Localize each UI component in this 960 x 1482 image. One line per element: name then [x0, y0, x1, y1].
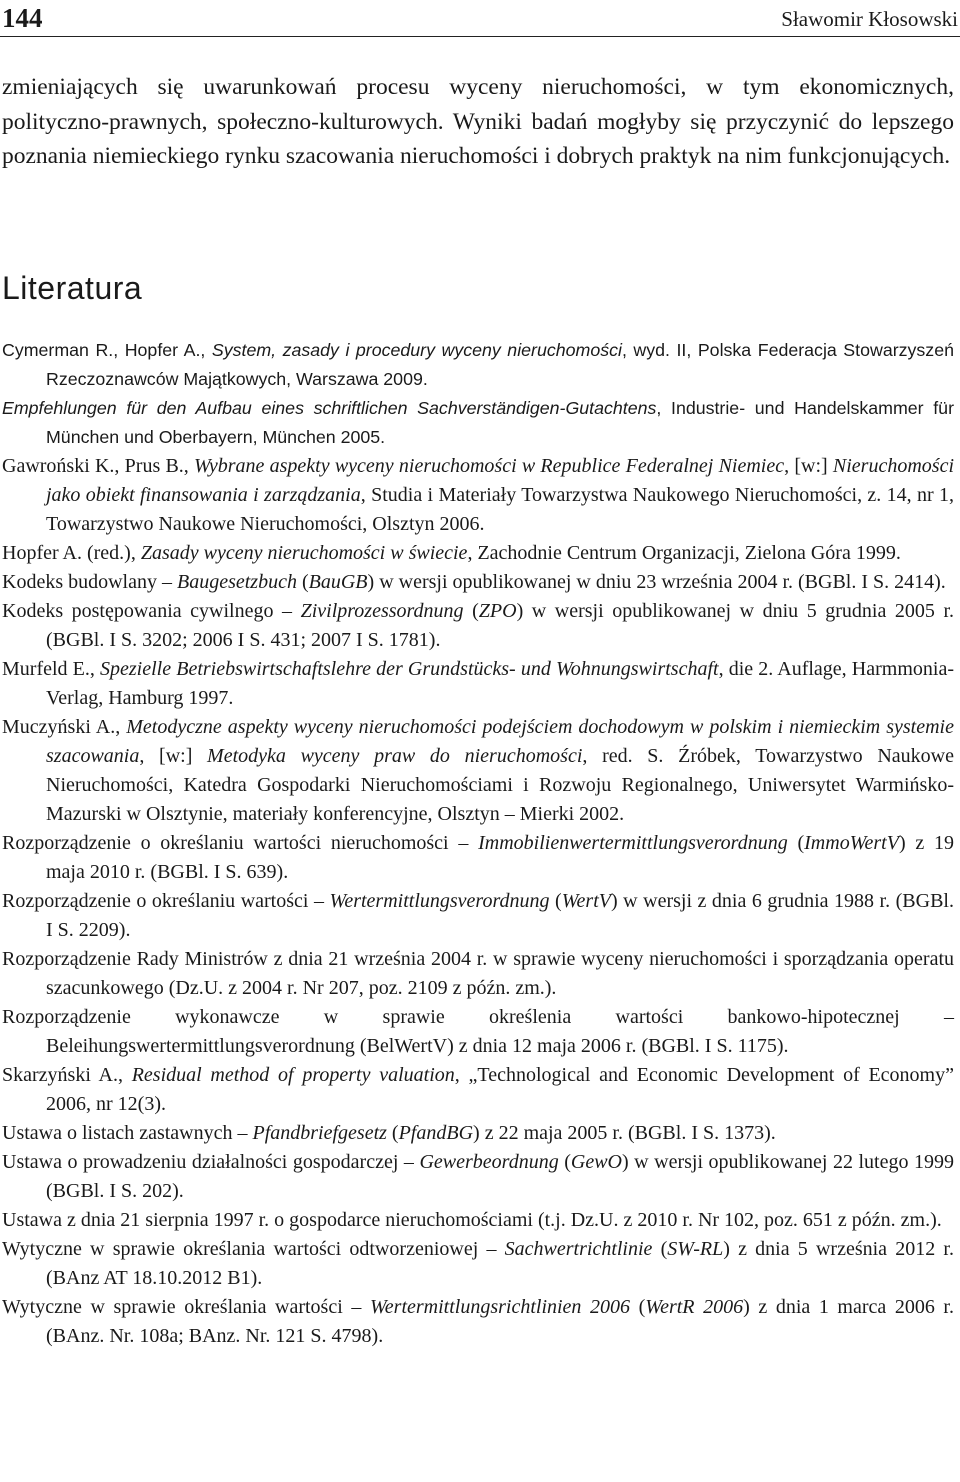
reference-author: Murfeld E.,	[2, 658, 101, 680]
reference-item	[2, 1206, 954, 1235]
reference-item	[2, 336, 954, 394]
reference-author: Ustawa o listach zastawnych –	[2, 1122, 253, 1144]
reference-item	[2, 568, 954, 597]
reference-author: Ustawa o prowadzeniu działalności gospodarczej –	[2, 1151, 420, 1173]
reference-details: (	[549, 890, 562, 912]
reference-author: Cymerman R., Hopfer A.,	[2, 340, 212, 360]
reference-details-2: ) z 19 maja 2010 r. (BGBl. I S. 639).	[46, 832, 954, 883]
section-title: Literatura	[2, 270, 143, 306]
reference-text: Ustawa z dnia 21 sierpnia 1997 r. o gospodarce nieruchomościami (t.j. Dz.U. z 2010 r. Nr 102, poz. 651 z późn. zm.).	[2, 1209, 942, 1231]
reference-title: Wertermittlungsverordnung	[329, 890, 550, 912]
reference-title: Wertermittlungsrichtlinien 2006	[369, 1296, 631, 1318]
reference-author: Kodeks postępowania cywilnego –	[2, 600, 301, 622]
reference-details: (	[296, 571, 309, 593]
reference-title: System, zasady i procedury wyceny nieruchomości	[211, 340, 622, 360]
reference-author: Wytyczne w sprawie określania wartości –	[2, 1296, 370, 1318]
reference-details-2: , red. S. Źróbek, Towarzystwo Naukowe Nieruchomości, Katedra Gospodarki Nieruchomościami i Rozwoju Regionalnego, Uniwersytet Warmińsko-Mazurski w Olsztynie, materiały konferencyjne, Olsztyn – Mierki 2002.	[46, 745, 954, 825]
reference-title-2: WertV	[561, 890, 611, 912]
reference-item	[2, 829, 954, 887]
reference-item	[2, 945, 954, 1003]
reference-title-2: GewO	[570, 1151, 622, 1173]
reference-details-2: ) w wersji opublikowanej 22 lutego 1999 (BGBl. I S. 202).	[46, 1151, 954, 1202]
reference-title: Baugesetzbuch	[176, 571, 297, 593]
reference-details: (	[630, 1296, 646, 1318]
reference-title: Sachwertrichtlinie	[504, 1238, 653, 1260]
reference-title: Zasady wyceny nieruchomości w świecie	[140, 542, 468, 564]
page-header	[0, 0, 960, 37]
reference-details: , [w:]	[784, 455, 833, 477]
reference-details-2: ) w wersji opublikowanej w dniu 23 września 2004 r. (BGBl. I S. 2414).	[367, 571, 946, 593]
reference-author: Wytyczne w sprawie określania wartości odtworzeniowej –	[2, 1238, 505, 1260]
reference-item	[2, 539, 954, 568]
reference-text: Rozporządzenie wykonawcze w sprawie określenia wartości bankowo-hipotecznej – Beleihungswertermittlungsverordnung (BelWertV) z dnia 12 maja 2006 r. (BGBl. I S. 1175).	[2, 1006, 954, 1057]
reference-details-2: ) w wersji z dnia 6 grudnia 1988 r. (BGBl. I S. 2209).	[46, 890, 954, 941]
reference-title: Residual method of property valuation	[131, 1064, 455, 1086]
reference-title: Pfandbriefgesetz	[252, 1122, 387, 1144]
reference-details: , „Technological and Economic Development of Economy” 2006, nr 12(3).	[46, 1064, 954, 1115]
reference-author: Rozporządzenie o określaniu wartości nieruchomości –	[2, 832, 479, 854]
reference-title: Wybrane aspekty wyceny nieruchomości w Republice Federalnej Niemiec	[194, 455, 785, 477]
reference-item	[2, 887, 954, 945]
reference-title-2: Metodyka wyceny praw do nieruchomości	[207, 745, 583, 767]
reference-title: Empfehlungen für den Aufbau eines schriftlichen Sachverständigen-Gutachtens	[2, 398, 657, 418]
reference-item	[2, 597, 954, 655]
reference-details-2: ) z 22 maja 2005 r. (BGBl. I S. 1373).	[473, 1122, 776, 1144]
reference-item	[2, 1003, 954, 1061]
reference-details: (	[386, 1122, 399, 1144]
reference-title-2: WertR 2006	[645, 1296, 744, 1318]
running-head-author: Sławomir Kłosowski	[781, 7, 958, 31]
reference-item	[2, 452, 954, 539]
reference-title: Zivilprozessordnung	[300, 600, 464, 622]
reference-details: (	[463, 600, 479, 622]
reference-details: (	[787, 832, 805, 854]
reference-title-2: PfandBG	[398, 1122, 474, 1144]
reference-details: (	[652, 1238, 668, 1260]
reference-item	[2, 1119, 954, 1148]
reference-author: Muczyński A.,	[2, 716, 127, 738]
reference-list	[2, 336, 954, 1351]
reference-title: Immobilienwertermittlungsverordnung	[478, 832, 788, 854]
reference-item	[2, 655, 954, 713]
reference-item	[2, 713, 954, 829]
reference-item	[2, 1235, 954, 1293]
intro-paragraph: zmieniających się uwarunkowań procesu wyceny nieruchomości, w tym ekonomicznych, polityczno-prawnych, społeczno-kulturowych. Wyniki badań mogłyby się przyczynić do lepszego poznania niemieckiego rynku szacowania nieruchomości i dobrych praktyk na nim funkcjonujących.	[2, 74, 954, 170]
reference-title-2: BauGB	[308, 571, 368, 593]
page-number: 144	[2, 3, 43, 33]
reference-author: Hopfer A. (red.),	[2, 542, 141, 564]
reference-item	[2, 1061, 954, 1119]
reference-title-2: SW-RL	[667, 1238, 724, 1260]
reference-title-2: Nieruchomości jako obiekt finansowania i zarządzania	[46, 455, 954, 506]
reference-author: Skarzyński A.,	[2, 1064, 132, 1086]
reference-details: , Zachodnie Centrum Organizacji, Zielona Góra 1999.	[467, 542, 901, 564]
reference-details: , Industrie- und Handelskammer für München und Oberbayern, München 2005.	[46, 398, 954, 447]
reference-author: Gawroński K., Prus B.,	[2, 455, 195, 477]
reference-title: Metodyczne aspekty wyceny nieruchomości podejściem dochodowym w polskim i niemieckim systemie szacowania	[46, 716, 954, 767]
reference-details: , die 2. Auflage, Harmmonia-Verlag, Hamburg 1997.	[46, 658, 954, 709]
reference-details: (	[558, 1151, 571, 1173]
reference-title: Spezielle Betriebswirtschaftslehre der Grundstücks- und Wohnungswirtschaft	[100, 658, 719, 680]
reference-title-2: ImmoWertV	[804, 832, 899, 854]
reference-details: , [w:]	[139, 745, 208, 767]
reference-details-2: , Studia i Materiały Towarzystwa Naukowego Nieruchomości, z. 14, nr 1, Towarzystwo Naukowe Nieruchomości, Olsztyn 2006.	[46, 484, 954, 535]
reference-item	[2, 394, 954, 452]
reference-text: Rozporządzenie Rady Ministrów z dnia 21 września 2004 r. w sprawie wyceny nieruchomości i sporządzania operatu szacunkowego (Dz.U. z 2004 r. Nr 207, poz. 2109 z późn. zm.).	[2, 948, 954, 999]
reference-title-2: ZPO	[478, 600, 517, 622]
reference-author: Rozporządzenie o określaniu wartości –	[2, 890, 330, 912]
reference-details-2: ) z dnia 1 marca 2006 r. (BAnz. Nr. 108a; BAnz. Nr. 121 S. 4798).	[46, 1296, 954, 1347]
reference-details-2: ) w wersji opublikowanej w dniu 5 grudnia 2005 r. (BGBl. I S. 3202; 2006 I S. 431; 2007 I S. 1781).	[46, 600, 954, 651]
reference-details-2: ) z dnia 5 września 2012 r. (BAnz AT 18.10.2012 B1).	[46, 1238, 954, 1289]
reference-details: , wyd. II, Polska Federacja Stowarzyszeń Rzeczoznawców Majątkowych, Warszawa 2009.	[46, 340, 954, 389]
reference-title: Gewerbeordnung	[419, 1151, 559, 1173]
reference-item	[2, 1148, 954, 1206]
reference-item	[2, 1293, 954, 1351]
reference-author: Kodeks budowlany –	[2, 571, 177, 593]
